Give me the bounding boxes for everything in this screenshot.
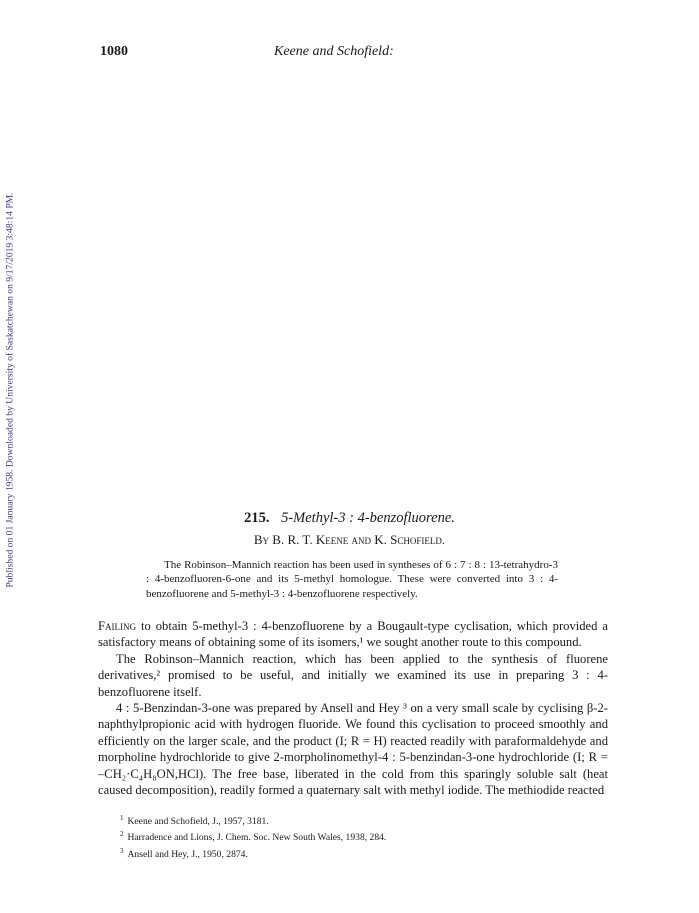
paragraph-1 xyxy=(98,618,608,651)
article-title-text: 5-Methyl-3 : 4-benzofluorene. xyxy=(281,510,455,526)
footnote-text: Ansell and Hey, J., 1950, 2874. xyxy=(127,848,248,860)
paragraph-2: The Robinson–Mannich reaction, which has been applied to the synthesis of fluorene derivatives,² promised to be useful, and initially we examined its use in preparing 3 : 4-benzofluorene itself. xyxy=(98,651,608,699)
footnote-mark: 2 xyxy=(120,830,124,839)
page-number: 1080 xyxy=(100,44,128,59)
footnotes xyxy=(120,812,540,861)
page-header xyxy=(100,44,605,64)
download-watermark xyxy=(3,130,17,650)
article-body xyxy=(98,618,608,798)
paragraph-3: 4 : 5-Benzindan-3-one was prepared by Ansell and Hey ³ on a very small scale by cyclising β-2-naphthylpropionic acid with hydrogen fluoride. We found this cyclisation to proceed smoothly and efficiently on the larger scale, and the product (I; R = H) reacted readily with paraformaldehyde and morpholine hydrochloride to give 2-morpholinomethyl-4 : 5-benzindan-3-one hydrochloride (I; R = –CH₂·C₄H₈ON,HCl). The free base, liberated in the cold from this sparingly soluble salt (heat caused decomposition), readily formed a quaternary salt with methyl iodide. The methiodide reacted xyxy=(98,701,608,798)
footnote-text: Harradence and Lions, J. Chem. Soc. New South Wales, 1938, 284. xyxy=(127,832,387,844)
byline: By B. R. T. Keene and K. Schofield. xyxy=(253,532,446,547)
footnote-mark: 1 xyxy=(120,814,124,822)
paragraph-1-text: to obtain 5-methyl-3 : 4-benzofluorene by a Bougault-type cyclisation, which provided a satisfactory means of obtaining some of its isomers,¹ we sought another route to this compound. xyxy=(98,619,608,650)
footnote xyxy=(120,812,540,828)
footnote xyxy=(120,828,540,844)
running-head: Keene and Schofield: xyxy=(274,44,394,59)
article-number: 215. xyxy=(244,510,270,526)
footnote-text: Keene and Schofield, J., 1957, 3181. xyxy=(127,816,269,828)
footnote xyxy=(120,845,540,861)
download-watermark-text: Published on 01 January 1958. Downloaded by University of Saskatchewan on 9/17/2019 3:48:14 PM. xyxy=(4,192,16,588)
paragraph-1-lead: Failing xyxy=(98,619,136,633)
article-title xyxy=(0,510,699,527)
abstract: The Robinson–Mannich reaction has been used in syntheses of 6 : 7 : 8 : 13-tetrahydro-3 : 4-benzofluoren-6-one and its 5-methyl homologue. These were converted into 3 : 4-benzofluorene and 5-methyl-3 : 4-benzofluorene respectively. xyxy=(146,559,558,600)
footnote-mark: 3 xyxy=(120,846,124,855)
